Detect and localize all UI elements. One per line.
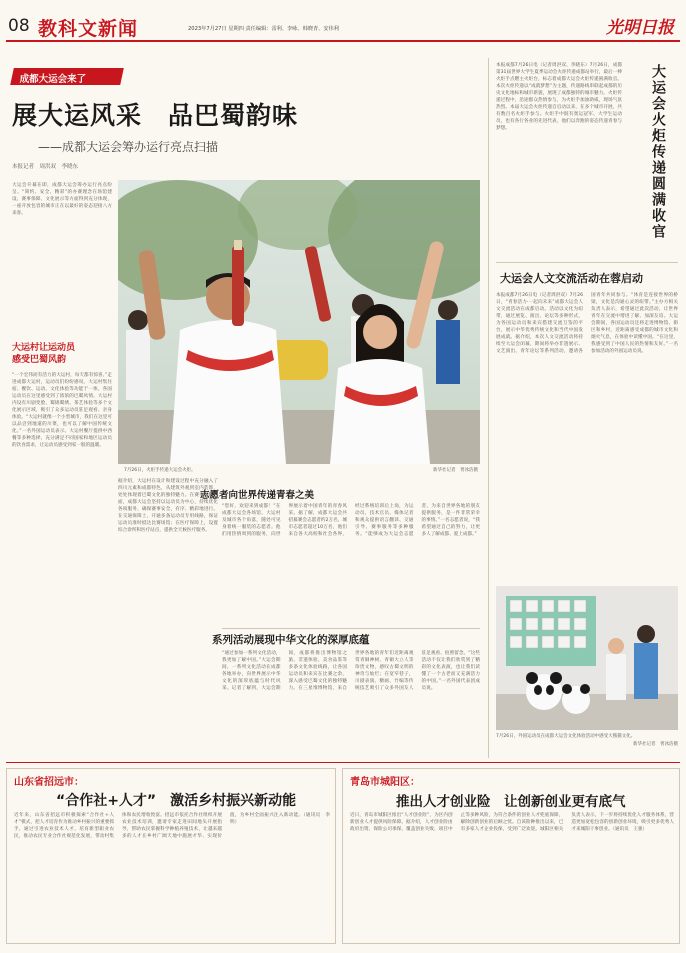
- shandong-label: 山东省招远市：: [14, 777, 84, 788]
- section1-heading-line2: 感受巴蜀风韵: [12, 355, 67, 365]
- lead-intro: 大运会开幕在即，成都大运会筹办运行亮点纷呈。“简约、安全、精彩”的办赛理念在场馆建设、赛事保障、文化展示等方面得到充分体现，一座开放包容的城市正在以最好的姿态迎接八方来客。: [12, 183, 112, 216]
- culture-text: “通过参加一系列文化活动，我更加了解中国。”大运会期间，一系列文化活动在成都各地举办，向世界展示中华文化的深厚底蕴与时代风采。记者了解到，大运会期间，成都将推出博物馆之旅、非遗体验、美食品鉴等多条文化体验线路，让各国运动员和来宾在比赛之余，深入感受巴蜀文化的独特魅力。在三星堆博物馆，来自世界各地的青年们近距离观赏青铜神树、青铜大立人等珍贵文物，感叹古蜀文明的神奇与灿烂；在宽窄巷子，川剧表演、糖画、竹编等传统技艺吸引了众多外国友人驻足观看、拍照留念。“这些活动不仅让我们欣赏到了精彩的文化表演，也让我们读懂了一个古老而又充满活力的中国。”一名外国代表团成员说。: [222, 651, 480, 691]
- qingdao-label: 青岛市城阳区：: [350, 777, 420, 788]
- torch-text: 本报成都7月26日电（记者周洪双、李晓东）7月26日，成都第31届世界大学生夏季运动会火炬传递成都站举行，最后一棒火炬手点燃主火炬台，标志着成都大运会火炬传递圆满收官。本次火炬传递以“成就梦想”为主题，传递路线串联起成都的历史文化地标和城市新貌，展现了成都独特的城市魅力。火炬传递过程中，沿途群众热情参与，为火炬手加油助威，现场气氛热烈。本届大运会火炬传递自启动以来，在多个城市开展，共有数百名火炬手参与。火炬手中既有奥运冠军、大学生运动员，也有各行各业的先进代表，他们以奔跑的姿态传递青春与梦想。: [496, 63, 622, 131]
- section-title: 教科文新闻: [38, 18, 139, 40]
- shandong-text: 近年来，山东省招远市积极探索“合作社+人才”模式，把人才培育作为推动乡村振兴的重要抓手，通过引进农业技术人才、培育新型职业农民，推动农民专业合作社规范化发展，带动村集体和农民增收致富。招远市依托合作社组织开展农业技术培训，邀请专家走进田间地头开展指导，帮助农民掌握科学种植养殖技术，让越来越多的人才在乡村广阔天地中施展才华、实现价值，为乡村全面振兴注入新动能。（通讯员 李明）: [14, 813, 330, 839]
- masthead-rule: [6, 40, 680, 42]
- lead-byline: 本报记者 周洪双 李晓东: [12, 164, 79, 170]
- page-number: 08: [8, 16, 30, 36]
- section1-heading-line1: 大运村让运动员: [12, 343, 76, 353]
- lead-column-1: “一个宏伟而有活力的大运村，每天都有惊喜。”走进成都大运村，运动员们纷纷感叹。大运村集住宿、餐饮、运动、文化体验等功能于一体，各国运动员在这里感受到了浓浓的巴蜀风情。大运村内设有川剧变脸、蜀锦蜀绣、茶艺体验等多个文化展示区域，吸引了众多运动员驻足观看、亲身体验。“大运村就像一个小型城市，我们在这里可以品尝到地道的川菜，也可以了解中国传统文化。”一名外国运动员表示。大运村餐厅提供中西餐等多种选择，充分满足不同国家和地区运动员的饮食需求，让运动员感受到家一般的温暖。: [12, 373, 112, 448]
- lead-column-2: 据介绍，大运村在设计和建设过程中充分融入了四川元素和成都特色，从建筑外观到室内装饰，处处体现着巴蜀文化的独特魅力。在赛事保障方面，成都大运会坚持以运动员为中心，持续优化各项服务，确保赛事安全、有序、精彩地进行。在交通保障上，开通多条运动员专用线路，保证运动员准时抵达比赛场馆；在医疗保障上，设置综合诊所和医疗站点，提供全天候医疗服务。: [118, 479, 218, 533]
- panda-photo-credit: 新华社记者 胥冰洁摄: [633, 742, 678, 747]
- torch-photo-credit: 新华社记者 胥冰洁摄: [433, 468, 478, 473]
- culture-rule: [222, 628, 480, 629]
- torch-photo-image: [118, 180, 480, 464]
- torch-vertical-title: 大运会火炬传递圆满收官: [650, 64, 666, 240]
- forum-title: 大运会人文交流活动在蓉启动: [500, 272, 643, 285]
- forum-text: 本报成都7月26日电（记者周洪双）7月26日，“青春活力·一起向未来”成都大运会人文交流活动在成都启动。活动以文化为纽带，通过展览、演出、论坛等多种形式，为各国运动员和来宾搭建交流互鉴的平台，展示中华优秀传统文化和当代中国发展成就。据介绍，本次人文交流活动将持续至大运会闭幕，期间将举办非遗展示、文艺演出、青年论坛等系列活动，邀请各国青年共同参与。“体育是连接世界的桥梁，文化是沟通心灵的纽带。”主办方相关负责人表示，希望通过此次活动，让世界青年在交流中增进了解、加深友谊。大运会期间，各国运动员还将走进博物馆、街区和乡村，近距离感受成都的城市文化和烟火气息，在体验中读懂中国。“在这里，我感受到了中国人民的热情和友好。”一名参加活动的外国运动员说。: [496, 293, 678, 354]
- column-divider: [488, 58, 489, 758]
- forum-rule: [496, 262, 678, 263]
- torch-photo: [118, 180, 480, 464]
- shandong-title: “合作社+人才” 激活乡村振兴新动能: [56, 793, 297, 809]
- qingdao-title: 推出人才创业险 让创新创业更有底气: [396, 794, 626, 810]
- lead-headline: 展大运风采 品巴蜀韵味: [12, 101, 299, 130]
- panda-photo-caption: 7月26日，外国运动员在成都大运会文化体验活动中感受大熊猫文化。: [496, 734, 636, 739]
- date-info: 2023年7月27日 星期四 责任编辑：雷利、李咏、韩晓青、安伟利: [188, 26, 339, 32]
- section1-heading: [12, 342, 112, 366]
- lead-subhead: ——成都大运会筹办运行亮点扫描: [38, 140, 219, 154]
- newspaper-logo: 光明日报: [606, 18, 674, 38]
- panda-photo-image: [496, 586, 678, 730]
- culture-title: 系列活动展现中华文化的深厚底蕴: [212, 634, 370, 646]
- volunteer-text: “您好，欢迎来到成都！”在成都大运会各场馆、大运村及城市各个角落，随处可见身着统一服装的志愿者。他们用热情周到的服务，向世界展示着中国青年的青春风采。据了解，成都大运会共招募赛会志愿者约2万名，城市志愿者超过10万名，他们来自各大高校和社会各界，经过系统培训后上岗，为运动员、技术官员、媒体记者和观众提供语言翻译、交通引导、赛事服务等多种服务。“能够成为大运会志愿者，为来自世界各地的朋友提供服务，是一件非常荣幸的事情。”一名志愿者说，“我希望通过自己的努力，让更多人了解成都、爱上成都。”: [222, 504, 480, 537]
- topic-banner: 成都大运会来了: [10, 68, 124, 85]
- torch-photo-caption: 7月26日，火炬手传递大运会火炬。: [124, 468, 196, 473]
- panda-photo: [496, 586, 678, 730]
- volunteer-heading: 志愿者向世界传递青春之美: [200, 490, 315, 501]
- bottom-section-rule: [6, 762, 680, 763]
- qingdao-text: 近日，青岛市城阳区推出“人才创业险”，为区内创新创业人才提供风险保障。据介绍，人才创业险由政府出资、保险公司承保，覆盖创业失败、项目中止等多种风险，为符合条件的创业人才兜底保障，解除创新创业的后顾之忧。自该险种推出以来，已有多家人才企业投保，受到广泛欢迎。城阳区相关负责人表示，下一步将持续优化人才服务体系，营造更加宽松包容的创新创业环境，吸引更多优秀人才来城阳干事创业。（通讯员 王强）: [350, 813, 674, 832]
